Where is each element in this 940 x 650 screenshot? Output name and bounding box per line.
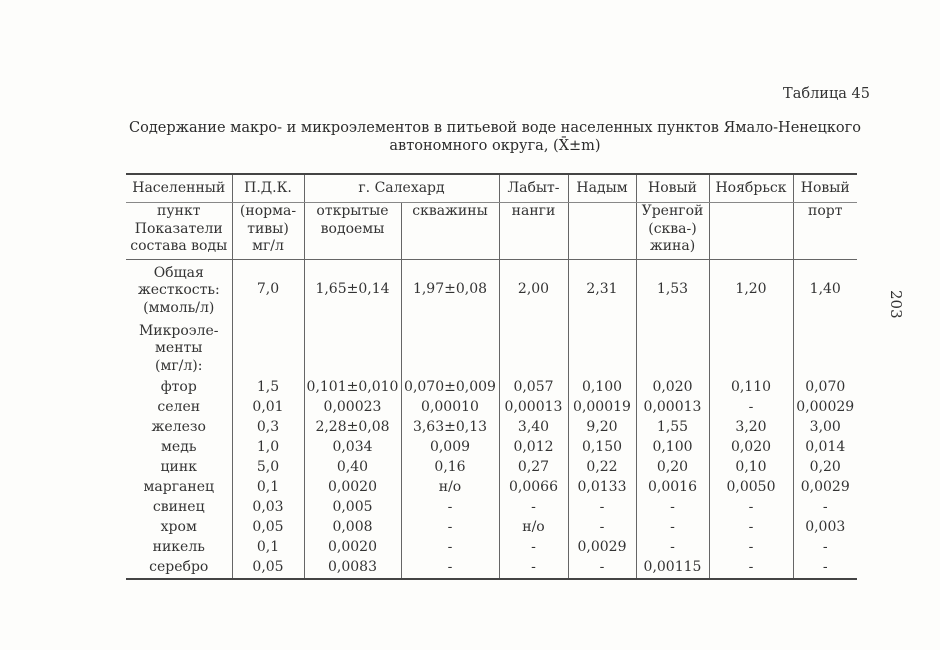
empty-cell: [568, 320, 636, 378]
table-row: [126, 438, 857, 458]
value-cell: 0,150: [568, 438, 636, 458]
value-cell: 0,034: [304, 438, 401, 458]
value-cell: 0,05: [232, 558, 304, 579]
microelements-label: [126, 320, 232, 378]
row-label: свинец: [152, 499, 205, 516]
value-cell: -: [499, 538, 568, 558]
value-cell: 0,00029: [793, 398, 857, 418]
subheader-new-urengoy-line: жина): [649, 238, 696, 254]
value-cell: 3,63±0,13: [401, 418, 499, 438]
value-cell: -: [499, 498, 568, 518]
empty-cell: [304, 320, 401, 378]
value-cell: -: [709, 558, 793, 579]
row-label: фтор: [160, 379, 197, 396]
table-row: [126, 398, 857, 418]
hardness-value: 7,0: [232, 260, 304, 321]
value-cell: 0,00013: [636, 398, 709, 418]
title-line-2: автономного округа, (X̄±m): [389, 138, 601, 154]
value-cell: 0,05: [232, 518, 304, 538]
table-row: [126, 418, 857, 438]
value-cell: -: [793, 498, 857, 518]
header-nadym: Надым: [568, 174, 636, 203]
hardness-label: [126, 260, 232, 321]
subheader-indicators: [126, 203, 232, 260]
subheader-open-water: [304, 203, 401, 260]
value-cell: 5,0: [232, 458, 304, 478]
subheader-new-urengoy-line: Уренгой: [641, 203, 704, 219]
value-cell: 0,0133: [568, 478, 636, 498]
value-cell: 0,0020: [304, 538, 401, 558]
value-cell: 0,22: [568, 458, 636, 478]
value-cell: н/о: [401, 478, 499, 498]
value-cell: -: [499, 558, 568, 579]
value-cell: 0,0020: [304, 478, 401, 498]
subheader-indicators-line: Показатели: [134, 220, 223, 237]
page-number: 203: [887, 290, 905, 319]
hardness-label-line: Общая: [153, 264, 204, 281]
table-label: Таблица 45: [783, 86, 870, 102]
header-pdk: П.Д.К.: [232, 174, 304, 203]
empty-cell: [232, 320, 304, 378]
value-cell: 0,110: [709, 378, 793, 398]
value-cell: 0,012: [499, 438, 568, 458]
subheader-wells: скважины: [401, 203, 499, 260]
value-cell: 0,27: [499, 458, 568, 478]
value-cell: -: [636, 538, 709, 558]
value-cell: 0,40: [304, 458, 401, 478]
value-cell: 0,16: [401, 458, 499, 478]
table-row: [126, 518, 857, 538]
value-cell: 3,00: [793, 418, 857, 438]
value-cell: -: [709, 518, 793, 538]
subheader-pdk: [232, 203, 304, 260]
value-cell: -: [793, 538, 857, 558]
hardness-value: 1,20: [709, 260, 793, 321]
table-row: [126, 378, 857, 398]
value-cell: 0,20: [636, 458, 709, 478]
empty-cell: [401, 320, 499, 378]
hardness-value: 2,00: [499, 260, 568, 321]
microelements-label-line: (мг/л):: [155, 357, 203, 374]
hardness-label-line: (ммоль/л): [143, 299, 215, 316]
empty-cell: [636, 320, 709, 378]
row-label: никель: [152, 539, 205, 556]
value-cell: -: [568, 518, 636, 538]
value-cell: 0,0066: [499, 478, 568, 498]
value-cell: 0,020: [709, 438, 793, 458]
value-cell: -: [568, 498, 636, 518]
value-cell: 0,3: [232, 418, 304, 438]
row-label: хром: [160, 519, 197, 536]
value-cell: 0,00013: [499, 398, 568, 418]
row-label: марганец: [143, 479, 214, 496]
row-label: серебро: [149, 559, 209, 576]
subheader-pdk-line: мг/л: [252, 238, 284, 254]
value-cell: 0,00019: [568, 398, 636, 418]
header-new-port: Новый: [793, 174, 857, 203]
subheader-indicators-line: пункт: [157, 203, 201, 219]
value-cell: 0,100: [636, 438, 709, 458]
value-cell: 0,008: [304, 518, 401, 538]
subheader-row: [126, 203, 857, 260]
value-cell: 9,20: [568, 418, 636, 438]
table-row: [126, 498, 857, 518]
value-cell: 0,070±0,009: [401, 378, 499, 398]
value-cell: 0,01: [232, 398, 304, 418]
subheader-indicators-line: состава воды: [130, 238, 228, 254]
value-cell: 0,1: [232, 478, 304, 498]
hardness-value: 1,40: [793, 260, 857, 321]
value-cell: 1,0: [232, 438, 304, 458]
hardness-value: 2,31: [568, 260, 636, 321]
value-cell: -: [401, 498, 499, 518]
value-cell: 0,0016: [636, 478, 709, 498]
subheader-pdk-line: (норма-: [239, 203, 297, 219]
value-cell: 0,03: [232, 498, 304, 518]
empty-cell: [709, 320, 793, 378]
row-label: селен: [157, 399, 201, 416]
value-cell: -: [401, 558, 499, 579]
hardness-value: 1,65±0,14: [304, 260, 401, 321]
value-cell: 0,20: [793, 458, 857, 478]
value-cell: 0,00115: [636, 558, 709, 579]
value-cell: 0,005: [304, 498, 401, 518]
value-cell: 0,009: [401, 438, 499, 458]
value-cell: 3,40: [499, 418, 568, 438]
row-label: цинк: [160, 459, 197, 476]
value-cell: 0,1: [232, 538, 304, 558]
value-cell: -: [401, 518, 499, 538]
microelements-row: [126, 320, 857, 378]
value-cell: -: [401, 538, 499, 558]
subheader-open-water-line: водоемы: [320, 220, 385, 237]
table-row: [126, 538, 857, 558]
header-row: [126, 174, 857, 203]
hardness-value: 1,97±0,08: [401, 260, 499, 321]
hardness-row: [126, 260, 857, 321]
header-salekhard: г. Салехард: [304, 174, 499, 203]
empty-cell: [499, 320, 568, 378]
value-cell: 0,100: [568, 378, 636, 398]
row-label: железо: [151, 419, 206, 436]
value-cell: -: [709, 538, 793, 558]
value-cell: -: [709, 498, 793, 518]
value-cell: 0,10: [709, 458, 793, 478]
data-table: [126, 173, 857, 580]
subheader-new-urengoy: [636, 203, 709, 260]
subheader-nadym: [568, 203, 636, 260]
value-cell: 0,014: [793, 438, 857, 458]
table-title: [120, 119, 870, 155]
hardness-label-line: жесткость:: [137, 282, 220, 299]
subheader-labytnangi: нанги: [499, 203, 568, 260]
value-cell: -: [636, 518, 709, 538]
title-line-1: Содержание макро- и микроэлементов в питьевой воде населенных пунктов Ямало-Ненецкого: [129, 120, 861, 136]
header-noyabrsk: Ноябрьск: [709, 174, 793, 203]
value-cell: -: [636, 498, 709, 518]
microelements-label-line: менты: [155, 340, 203, 357]
table-row: [126, 478, 857, 498]
value-cell: 0,057: [499, 378, 568, 398]
value-cell: 3,20: [709, 418, 793, 438]
value-cell: 1,55: [636, 418, 709, 438]
value-cell: -: [793, 558, 857, 579]
value-cell: -: [709, 398, 793, 418]
value-cell: 0,101±0,010: [304, 378, 401, 398]
subheader-noyabrsk: [709, 203, 793, 260]
microelements-label-line: Микроэле-: [138, 322, 219, 339]
value-cell: 2,28±0,08: [304, 418, 401, 438]
subheader-new-port: порт: [793, 203, 857, 260]
header-labytnangi: Лабыт-: [499, 174, 568, 203]
subheader-pdk-line: тивы): [247, 220, 289, 237]
value-cell: -: [568, 558, 636, 579]
header-new-urengoy: Новый: [636, 174, 709, 203]
value-cell: н/о: [499, 518, 568, 538]
subheader-open-water-line: открытые: [316, 203, 389, 219]
table-row: [126, 458, 857, 478]
value-cell: 0,0029: [568, 538, 636, 558]
value-cell: 0,00010: [401, 398, 499, 418]
value-cell: 0,070: [793, 378, 857, 398]
table-row: [126, 558, 857, 579]
value-cell: 0,0029: [793, 478, 857, 498]
header-settlement: Населенный: [126, 174, 232, 203]
value-cell: 1,5: [232, 378, 304, 398]
value-cell: 0,0083: [304, 558, 401, 579]
value-cell: 0,0050: [709, 478, 793, 498]
value-cell: 0,020: [636, 378, 709, 398]
empty-cell: [793, 320, 857, 378]
subheader-new-urengoy-line: (сква-): [648, 220, 697, 237]
value-cell: 0,003: [793, 518, 857, 538]
value-cell: 0,00023: [304, 398, 401, 418]
hardness-value: 1,53: [636, 260, 709, 321]
row-label: медь: [161, 439, 197, 456]
